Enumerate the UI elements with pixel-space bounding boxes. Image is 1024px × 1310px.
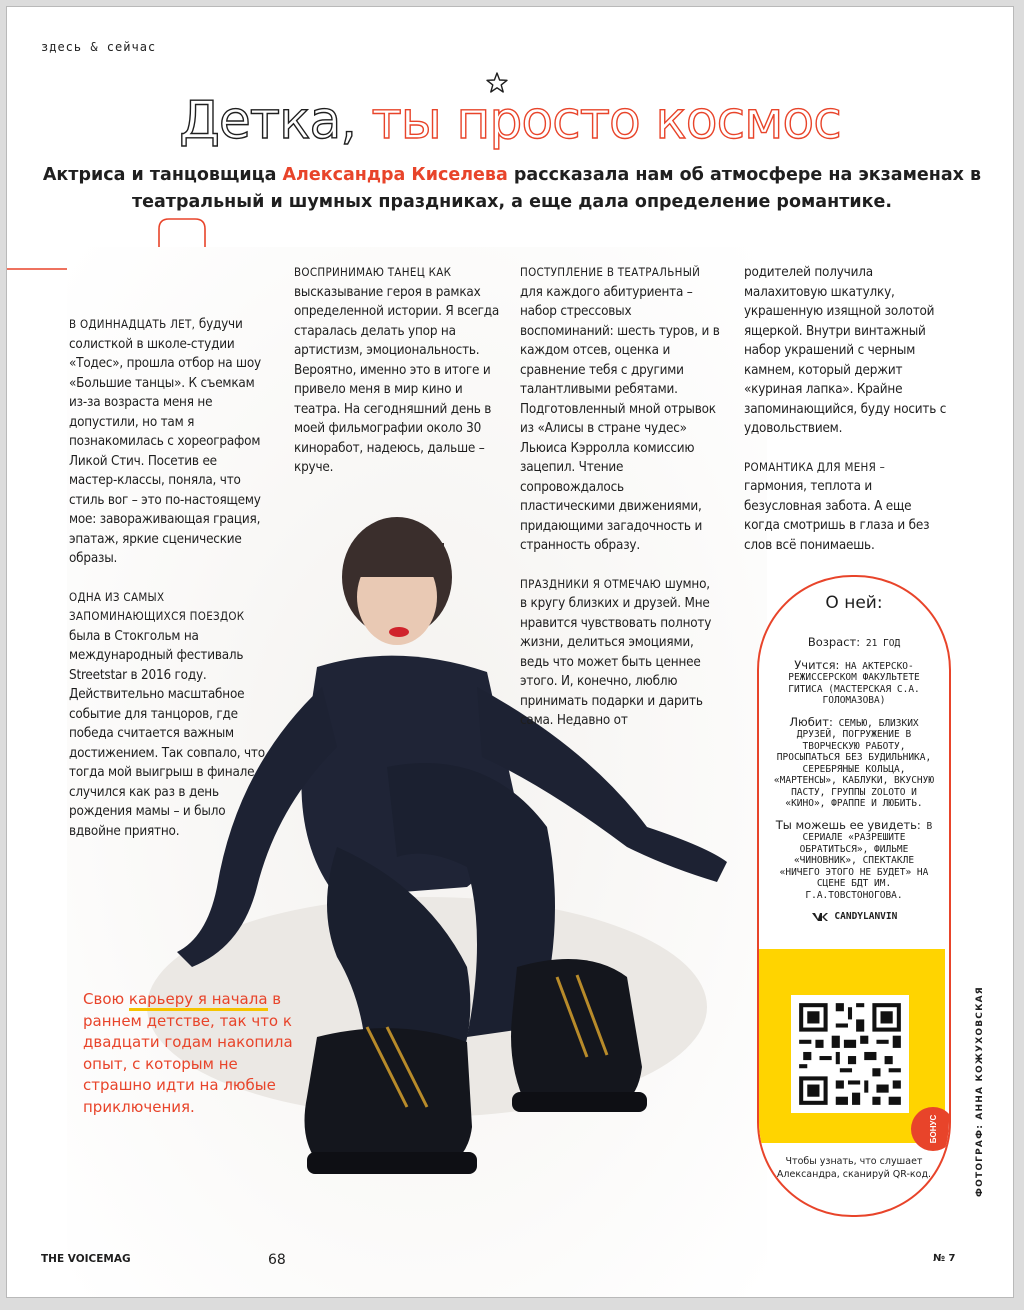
vk-icon	[811, 912, 829, 922]
qr-panel	[759, 949, 945, 1143]
paragraph: ПОСТУПЛЕНИЕ В ТЕАТРАЛЬНЫЙ для каждого абитуриента – набор стрессовых воспоминаний: шесть туров, и в каждом отсев, оценка и сравнение тебя с другими талантливыми ребятами. Подготовленный мной отрывок из «Алисы в стране чудес» Льюиса Кэрролла комиссию зацепил. Чтение сопровождалось пластическими движениями, придающими загадочность и странность образу.	[520, 265, 720, 553]
title-part-1: Детка,	[179, 91, 356, 151]
lead-before: Актриса и танцовщица	[42, 165, 283, 185]
magazine-page	[6, 6, 1014, 1298]
see-fact: Ты можешь ее увидеть: В СЕРИАЛЕ «РАЗРЕШИТЕ ОБРАТИТЬСЯ», ФИЛЬМЕ «ЧИНОВНИК», СПЕКТАКЛЕ «НИЧЕГО ЭТОГО НЕ БУДЕТ» НА СЦЕНЕ БДТ ИМ. Г.А.ТОВСТОНОГОВА.	[775, 817, 933, 901]
lead-paragraph	[37, 162, 987, 216]
paragraph: ВОСПРИНИМАЮ ТАНЕЦ КАК высказывание героя в рамках определенной истории. Я всегда старалась делать упор на артистизм, эмоциональность. Вероятно, именно это в итоге и привело меня в мир кино и театра. На сегодняшний день в моей фильмографии около 30 киноработ, надеюсь, дальше – круче.	[294, 265, 500, 475]
article-column-4	[744, 263, 950, 574]
paragraph: РОМАНТИКА ДЛЯ МЕНЯ – гармония, теплота и безусловная забота. А еще когда смотришь в глаза и без слов всё понимаешь.	[744, 459, 930, 553]
bonus-badge: БОНУС	[911, 1107, 951, 1151]
qr-caption: Чтобы узнать, что слушает Александра, сканируй QR-код.	[776, 1156, 932, 1180]
about-sidebar	[757, 575, 951, 1217]
likes-fact: Любит: СЕМЬЮ, БЛИЗКИХ ДРУЗЕЙ, ПОГРУЖЕНИЕ В ТВОРЧЕСКУЮ РАБОТУ, ПРОСЫПАТЬСЯ БЕЗ БУДИЛЬНИКА, СЕРЕБРЯНЫЕ КОЛЬЦА, «МАРТЕНСЫ», КАБЛУКИ, ВКУСНУЮ ПАСТУ, ГРУППЫ ZOLOTO И «КИНО», ФРАППЕ И ЛЮБИТЬ.	[773, 714, 935, 809]
article-column-2	[294, 263, 500, 497]
vk-link[interactable]: CANDYLANVIN	[759, 911, 949, 923]
issue-number: № 7	[933, 1253, 956, 1264]
paragraph: В ОДИННАДЦАТЬ ЛЕТ, будучи солисткой в школе-студии «Тодес», прошла отбор на шоу «Большие танцы». К съемкам из-за возраста меня не допустили, но там я познакомилась с хореографом Ликой Стич. Посетив ее мастер-классы, поняла, что стиль вог – это по-настоящему мое: завораживающая грация, эпатаж, яркие сценические образы.	[69, 317, 261, 566]
paragraph: ПРАЗДНИКИ Я ОТМЕЧАЮ шумно, в кругу близких и друзей. Мне нравится чувствовать полноту жизни, делиться эмоциями, ведь что может быть ценнее этого. И, конечно, люблю принимать подарки и дарить сама. Недавно от	[520, 576, 712, 728]
article-column-1	[69, 315, 265, 860]
footer-brand: THE VOICEMAG	[41, 1253, 131, 1265]
lead-after: рассказала нам об атмосфере на экзаменах в театральный и шумных праздниках, а еще дала определение романтике.	[131, 165, 982, 212]
qr-code[interactable]	[791, 995, 909, 1113]
title-part-2: ты просто космос	[371, 91, 841, 151]
page-title	[7, 91, 1013, 151]
photo-credit: ФОТОГРАФ: АННА КОЖУХОВСКАЯ	[975, 986, 985, 1197]
paragraph: ОДНА ИЗ САМЫХ ЗАПОМИНАЮЩИХСЯ ПОЕЗДОК была в Стокгольм на международный фестиваль Streetstar в 2016 году. Действительно масштабное событие для танцоров, где победа считается важным достижением. Так совпало, что тогда мой выигрыш в финале случился как раз в день рождения мамы – и было вдвойне приятно.	[69, 589, 265, 839]
paragraph: родителей получила малахитовую шкатулку, украшенную изящной золотой ящеркой. Внутри винтажный набор украшений с черным камнем, который держит «куриная лапка». Крайне запоминающийся, буду носить с удовольствием.	[744, 265, 947, 436]
sidebar-title: О ней:	[825, 593, 883, 613]
sidebar-facts	[759, 637, 949, 923]
study-fact: Учится: НА АКТЕРСКО-РЕЖИССЕРСКОМ ФАКУЛЬТЕТЕ ГИТИСА (МАСТЕРСКАЯ С.А. ГОЛОМАЗОВА)	[788, 657, 920, 706]
age-fact: Возраст: 21 ГОД	[807, 635, 901, 649]
page-number: 68	[268, 1252, 286, 1268]
article-column-3	[520, 263, 720, 750]
lead-name: Александра Киселева	[282, 165, 508, 185]
section-tag: здесь & сейчас	[41, 40, 157, 54]
pull-quote: Свою карьеру я начала в раннем детстве, так что к двадцати годам накопила опыт, с которым не страшно идти на любые приключения.	[83, 990, 293, 1116]
